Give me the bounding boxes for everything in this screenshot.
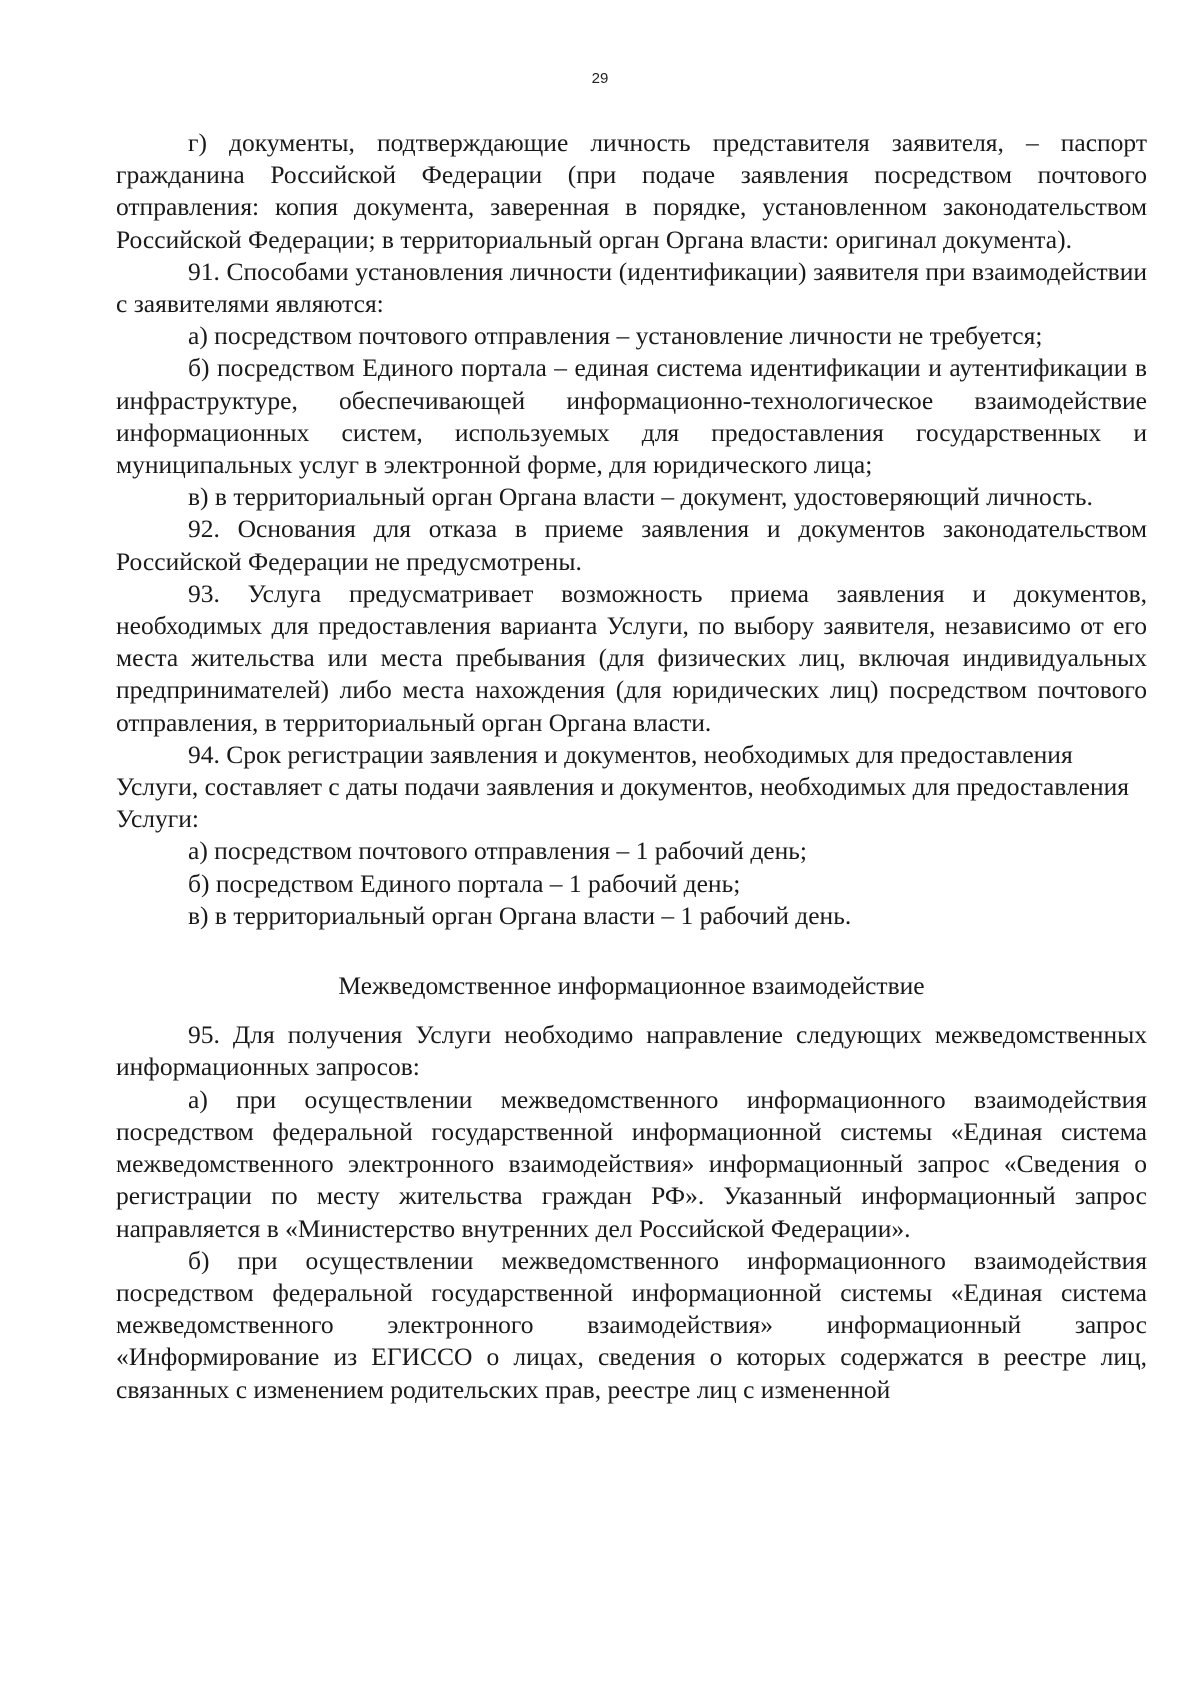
paragraph-94-a: а) посредством почтового отправления – 1 рабочий день;	[188, 836, 807, 866]
paragraph-95-b: б) при осуществлении межведомственного информационного взаимодействия посредством федеральной государственной информационной системы «Единая система межведомственного электронного взаимодействия» информационный запрос «Информирование из ЕГИССО о лицах, сведения о которых содержатся в реестре лиц, связанных с изменением родительских прав, реестре лиц с измененной	[116, 1245, 1147, 1404]
page-number: 29	[591, 70, 609, 87]
paragraph-91-b: б) посредством Единого портала – единая система идентификации и аутентификации в инфраструктуре, обеспечивающей информационно-технологическое взаимодействие информационных систем, используемых для предоставления государственных и муниципальных услуг в электронной форме, для юридического лица;	[116, 353, 1147, 480]
paragraph-91-v: в) в территориальный орган Органа власти – документ, удостоверяющий личность.	[188, 482, 1093, 512]
paragraph-91-a: а) посредством почтового отправления – установление личности не требуется;	[188, 321, 1043, 351]
paragraph-95-a: а) при осуществлении межведомственного информационного взаимодействия посредством федеральной государственной информационной системы «Единая система межведомственного электронного взаимодействия» информационный запрос «Сведения о регистрации по месту жительства граждан РФ». Указанный информационный запрос направляется в «Министерство внутренних дел Российской Федерации».	[116, 1084, 1147, 1243]
paragraph-94-b: б) посредством Единого портала – 1 рабочий день;	[188, 868, 741, 898]
document-body	[116, 127, 1147, 1406]
paragraph-92: 92. Основания для отказа в приеме заявления и документов законодательством Российской Федерации не предусмотрены.	[116, 514, 1147, 576]
paragraph-94: 94. Срок регистрации заявления и документов, необходимых для предоставления Услуги, составляет с даты подачи заявления и документов, необходимых для предоставления Услуги:	[116, 739, 1130, 834]
paragraph-95: 95. Для получения Услуги необходимо направление следующих межведомственных информационных запросов:	[116, 1020, 1147, 1082]
paragraph-93: 93. Услуга предусматривает возможность приема заявления и документов, необходимых для предоставления варианта Услуги, по выбору заявителя, независимо от его места жительства или места пребывания (для физических лиц, включая индивидуальных предпринимателей) либо места нахождения (для юридических лиц) посредством почтового отправления, в территориальный орган Органа власти.	[116, 578, 1147, 737]
paragraph-g-representative-documents: г) документы, подтверждающие личность представителя заявителя, – паспорт гражданина Российской Федерации (при подаче заявления посредством почтового отправления: копия документа, заверенная в порядке, установленном законодательством Российской Федерации; в территориальный орган Органа власти: оригинал документа).	[116, 128, 1147, 254]
section-heading: Межведомственное информационное взаимодействие	[338, 971, 925, 1001]
paragraph-94-v: в) в территориальный орган Органа власти – 1 рабочий день.	[188, 900, 852, 930]
paragraph-91: 91. Способами установления личности (идентификации) заявителя при взаимодействии с заявителями являются:	[116, 256, 1147, 319]
